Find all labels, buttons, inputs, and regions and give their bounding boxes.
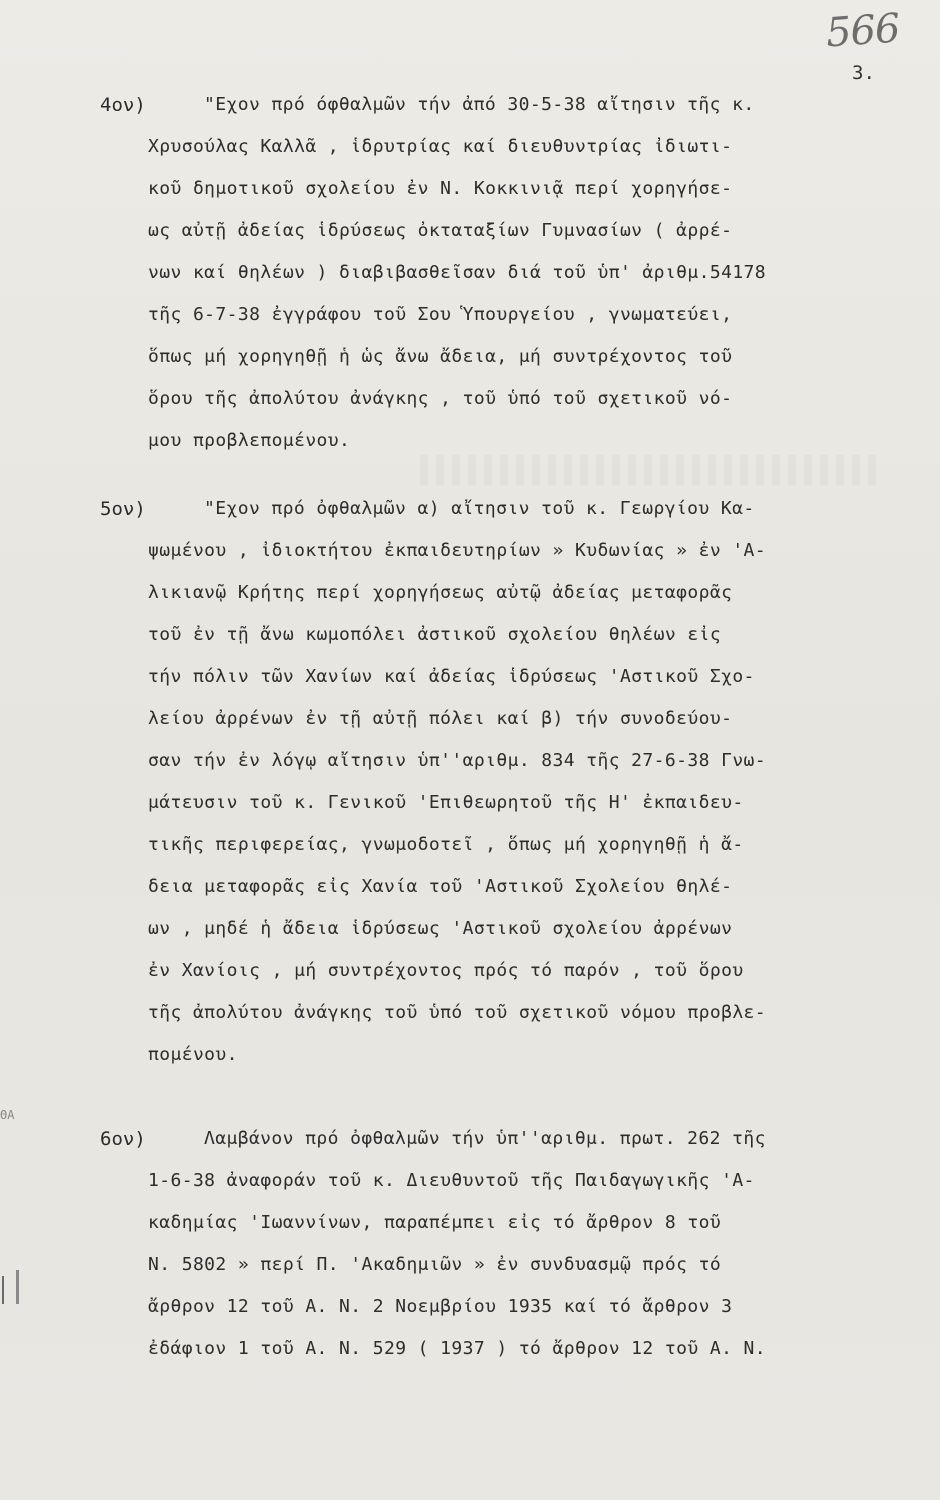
text-line: δεια μεταφορᾶς εἰς Χανία τοῦ 'Αστικοῦ Σχολείου θηλέ- bbox=[148, 876, 733, 897]
text-line: "Εχον πρό όφθαλμῶν τήν ἀπό 30-5-38 αἴτησιν τῆς κ. bbox=[204, 94, 755, 115]
text-line: μάτευσιν τοῦ κ. Γενικοῦ 'Επιθεωρητοῦ τῆς Η' ἐκπαιδευ- bbox=[148, 792, 744, 813]
text-line: ἐν Χανίοις , μή συντρέχοντος πρός τό παρόν , τοῦ ὅρου bbox=[148, 960, 744, 981]
handwritten-page-number: 566 bbox=[824, 5, 901, 57]
text-line: ως αὐτῇ ἀδείας ἱδρύσεως ὀκταταξίων Γυμνασίων ( ἀρρέ- bbox=[148, 220, 733, 241]
text-line: ἐδάφιον 1 τοῦ Α. Ν. 529 ( 1937 ) τό ἄρθρον 12 τοῦ Α. Ν. bbox=[148, 1338, 767, 1359]
page-number: 3. bbox=[852, 62, 875, 84]
text-line: τῆς ἀπολύτου ἀνάγκης τοῦ ὑπό τοῦ σχετικοῦ νόμου προβλε- bbox=[148, 1002, 767, 1023]
text-line: ἄρθρον 12 τοῦ Α. Ν. 2 Νοεμβρίου 1935 καί τό ἄρθρον 3 bbox=[148, 1296, 733, 1317]
text-line: ὅρου τῆς ἀπολύτου ἀνάγκης , τοῦ ὑπό τοῦ σχετικοῦ νό- bbox=[148, 388, 733, 409]
margin-binding-mark bbox=[16, 1270, 25, 1304]
text-line: "Εχον πρό ὀφθαλμῶν α) αἴτησιν τοῦ κ. Γεωργίου Κα- bbox=[204, 498, 755, 519]
text-line: Χρυσούλας Καλλᾶ , ἱδρυτρίας καί διευθυντρίας ἰδιωτι- bbox=[148, 136, 733, 157]
item-label: 5ον) bbox=[100, 498, 146, 520]
text-line: νων καί θηλέων ) διαβιβασθεῖσαν διά τοῦ ὑπ' ἀριθμ.54178 bbox=[148, 262, 767, 283]
text-line: ων , μηδέ ἡ ἄδεια ἱδρύσεως 'Αστικοῦ σχολείου ἀρρένων bbox=[148, 918, 733, 939]
text-line: μου προβλεπομένου. bbox=[148, 430, 351, 451]
text-line: λικιανῷ Κρήτης περί χορηγήσεως αὐτῷ ἀδείας μεταφορᾶς bbox=[148, 582, 733, 603]
text-line: τήν πόλιν τῶν Χανίων καί ἀδείας ἱδρύσεως 'Αστικοῦ Σχο- bbox=[148, 666, 755, 687]
text-line: καδημίας 'Ιωαννίνων, παραπέμπει εἰς τό ἄρθρον 8 τοῦ bbox=[148, 1212, 722, 1233]
margin-binding-mark bbox=[2, 1276, 10, 1304]
margin-fragment: ΘΑ bbox=[0, 1108, 15, 1122]
text-line: κοῦ δημοτικοῦ σχολείου ἐν Ν. Κοκκινιᾷ περί χορηγήσε- bbox=[148, 178, 733, 199]
text-line: Λαμβάνον πρό ὀφθαλμῶν τήν ὑπ''αριθμ. πρωτ. 262 τῆς bbox=[204, 1128, 766, 1149]
text-line: τῆς 6-7-38 ἐγγράφου τοῦ Σου Ὑπουργείου , γνωματεύει, bbox=[148, 304, 733, 325]
item-label: 6ον) bbox=[100, 1128, 146, 1150]
text-line: Ν. 5802 » περί Π. 'Ακαδημιῶν » ἐν συνδυασμῷ πρός τό bbox=[148, 1254, 722, 1275]
text-line: 1-6-38 ἀναφοράν τοῦ κ. Διευθυντοῦ τῆς Παιδαγωγικῆς 'Α- bbox=[148, 1170, 755, 1191]
item-label: 4ον) bbox=[100, 94, 146, 116]
text-line: ψωμένου , ἰδιοκτήτου ἐκπαιδευτηρίων » Κυδωνίας » ἐν 'Α- bbox=[148, 540, 767, 561]
text-line: τοῦ ἐν τῇ ἄνω κωμοπόλει ἀστικοῦ σχολείου θηλέων εἰς bbox=[148, 624, 722, 645]
item-text bbox=[148, 1118, 918, 1370]
text-line: λείου ἀρρένων ἐν τῇ αὐτῇ πόλει καί β) τήν συνοδεύου- bbox=[148, 708, 733, 729]
text-line: πομένου. bbox=[148, 1044, 238, 1065]
text-line: σαν τήν ἐν λόγῳ αἴτησιν ὑπ''αριθμ. 834 τῆς 27-6-38 Γνω- bbox=[148, 750, 767, 771]
item-text bbox=[148, 488, 918, 1076]
item-text bbox=[148, 84, 918, 462]
text-line: τικῆς περιφερείας, γνωμοδοτεῖ , ὅπως μή χορηγηθῇ ἡ ἄ- bbox=[148, 834, 744, 855]
text-line: ὅπως μή χορηγηθῇ ἡ ὡς ἄνω ἄδεια, μή συντρέχοντος τοῦ bbox=[148, 346, 733, 367]
